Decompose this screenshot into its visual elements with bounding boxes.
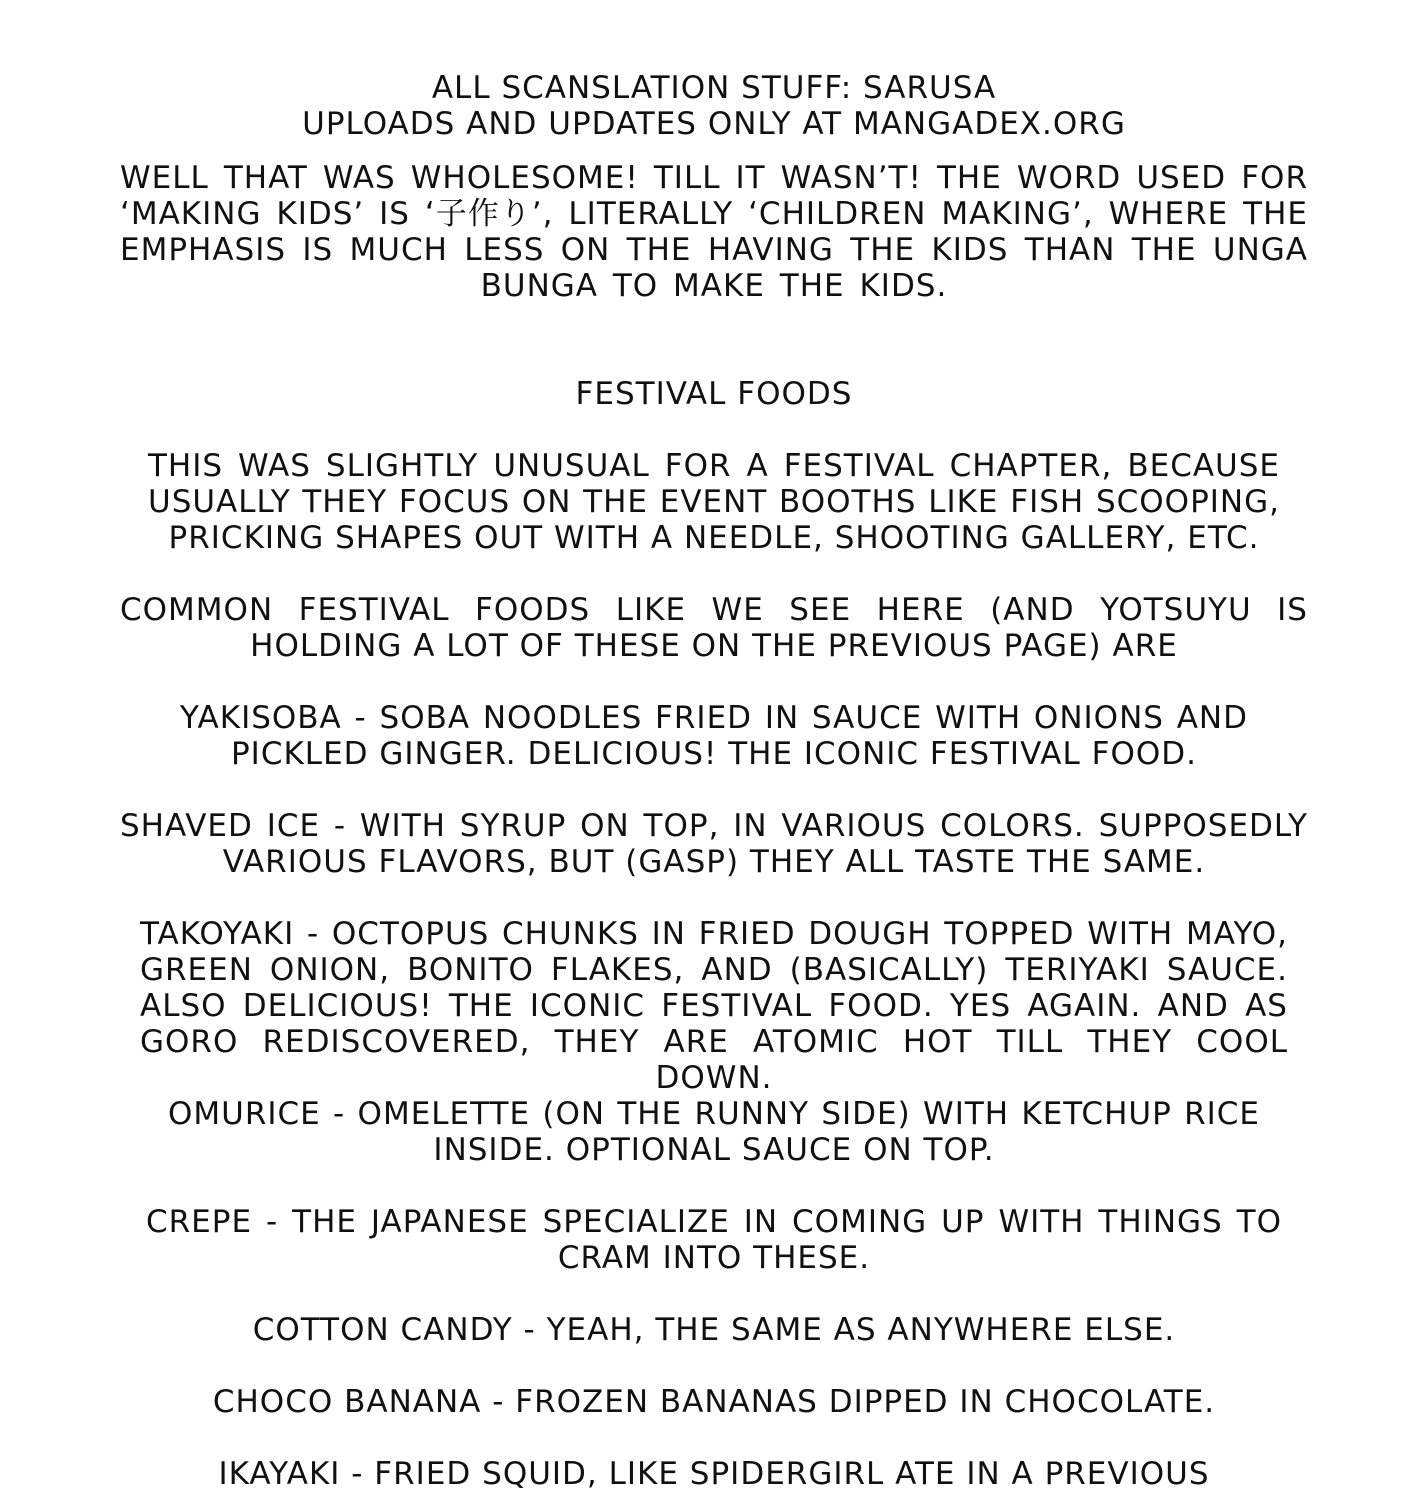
food-item-choco-banana: CHOCO BANANA - FROZEN BANANAS DIPPED IN CHOCOLATE. bbox=[212, 1384, 1216, 1420]
credits-block bbox=[120, 70, 1308, 142]
food-item-cotton-candy: COTTON CANDY - YEAH, THE SAME AS ANYWHERE ELSE. bbox=[252, 1312, 1176, 1348]
food-item-omurice: OMURICE - OMELETTE (ON THE RUNNY SIDE) WITH KETCHUP RICE INSIDE. OPTIONAL SAUCE ON TOP. bbox=[168, 1096, 1260, 1168]
credits-line-scanlation: ALL SCANSLATION STUFF: SARUSA bbox=[431, 70, 997, 106]
food-item-shaved-ice: SHAVED ICE - WITH SYRUP ON TOP, IN VARIOUS COLORS. SUPPOSEDLY VARIOUS FLAVORS, BUT (GASP) THEY ALL TASTE THE SAME. bbox=[120, 808, 1308, 880]
food-item-ikayaki: IKAYAKI - FRIED SQUID, LIKE SPIDERGIRL ATE IN A PREVIOUS bbox=[218, 1456, 1210, 1492]
section-title: FESTIVAL FOODS bbox=[575, 376, 853, 412]
note-paragraph: COMMON FESTIVAL FOODS LIKE WE SEE HERE (AND YOTSUYU IS HOLDING A LOT OF THESE ON THE PREVIOUS PAGE) ARE bbox=[120, 592, 1308, 664]
food-item-yakisoba: YAKISOBA - SOBA NOODLES FRIED IN SAUCE WITH ONIONS AND PICKLED GINGER. DELICIOUS! THE ICONIC FESTIVAL FOOD. bbox=[180, 700, 1248, 772]
food-item-crepe: CREPE - THE JAPANESE SPECIALIZE IN COMING UP WITH THINGS TO CRAM INTO THESE. bbox=[146, 1204, 1282, 1276]
credits-line-uploads: UPLOADS AND UPDATES ONLY AT MANGADEX.ORG bbox=[302, 106, 1126, 142]
food-item-takoyaki: TAKOYAKI - OCTOPUS CHUNKS IN FRIED DOUGH TOPPED WITH MAYO, GREEN ONION, BONITO FLAKES, AND (BASICALLY) TERIYAKI SAUCE. ALSO DELICIOUS! THE ICONIC FESTIVAL FOOD. YES AGAIN. AND AS GORO REDISCOVERED, THEY ARE ATOMIC HOT TILL THEY COOL DOWN. bbox=[140, 916, 1288, 1096]
note-paragraph: THIS WAS SLIGHTLY UNUSUAL FOR A FESTIVAL CHAPTER, BECAUSE USUALLY THEY FOCUS ON THE EVENT BOOTHS LIKE FISH SCOOPING, PRICKING SHAPES OUT WITH A NEEDLE, SHOOTING GALLERY, ETC. bbox=[148, 448, 1280, 556]
intro-paragraph: WELL THAT WAS WHOLESOME! TILL IT WASN’T! THE WORD USED FOR ‘MAKING KIDS’ IS ‘子作り’, LITERALLY ‘CHILDREN MAKING’, WHERE THE EMPHASIS IS MUCH LESS ON THE HAVING THE KIDS THAN THE UNGA BUNGA TO MAKE THE KIDS. bbox=[120, 160, 1308, 304]
